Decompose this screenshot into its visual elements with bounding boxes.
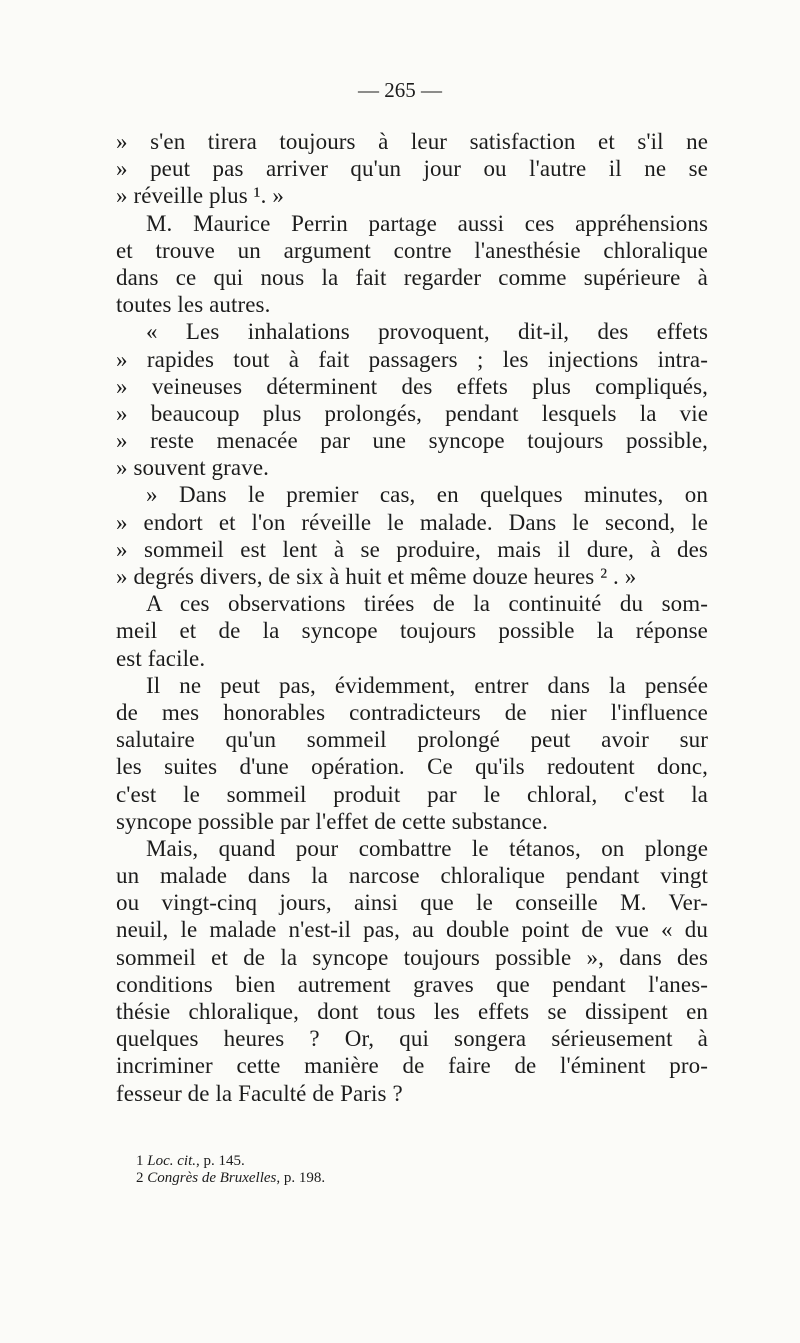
text-line: » peut pas arriver qu'un jour ou l'autre il ne se bbox=[116, 156, 708, 182]
footnote-source: Loc. cit. bbox=[147, 1153, 196, 1169]
text-line: A ces observations tirées de la continuité du som- bbox=[146, 591, 708, 617]
text-line: est facile. bbox=[116, 645, 206, 671]
text-line: et trouve un argument contre l'anesthésie chloralique bbox=[116, 237, 708, 263]
text-line: c'est le sommeil produit par le chloral, c'est la bbox=[116, 781, 708, 807]
text-line: les suites d'une opération. Ce qu'ils redoutent donc, bbox=[116, 754, 708, 780]
text-line: incriminer cette manière de faire de l'éminent pro- bbox=[116, 1053, 708, 1079]
text-line: » souvent grave. bbox=[116, 455, 269, 481]
footnote bbox=[136, 1153, 636, 1170]
text-line: Mais, quand pour combattre le tétanos, on plonge bbox=[146, 835, 708, 861]
text-line: de mes honorables contradicteurs de nier l'influence bbox=[116, 699, 708, 725]
text-line: « Les inhalations provoquent, dit-il, des effets bbox=[146, 319, 708, 345]
text-line: salutaire qu'un sommeil prolongé peut avoir sur bbox=[116, 727, 708, 753]
footnote bbox=[136, 1170, 636, 1187]
text-line: thésie chloralique, dont tous les effets se dissipent en bbox=[116, 999, 708, 1024]
text-line: » reste menacée par une syncope toujours possible, bbox=[116, 428, 708, 454]
text-line: syncope possible par l'effet de cette substance. bbox=[116, 808, 548, 834]
text-line: » s'en tirera toujours à leur satisfaction et s'il ne bbox=[116, 129, 708, 154]
footnote-marker: 1 bbox=[136, 1153, 144, 1169]
text-line: un malade dans la narcose chloralique pendant vingt bbox=[116, 863, 708, 889]
text-line: M. Maurice Perrin partage aussi ces appréhensions bbox=[146, 210, 708, 236]
footnotes bbox=[136, 1153, 636, 1187]
footnote-reference: , p. 145. bbox=[196, 1153, 245, 1169]
text-line: neuil, le malade n'est-il pas, au double point de vue « du bbox=[116, 917, 708, 943]
text-line: dans ce qui nous la fait regarder comme supérieure à bbox=[116, 264, 708, 290]
body-text bbox=[116, 128, 708, 1107]
text-line: toutes les autres. bbox=[116, 292, 271, 318]
text-line: » degrés divers, de six à huit et même douze heures ² . » bbox=[116, 564, 637, 589]
page-number: — 265 — bbox=[358, 78, 442, 102]
text-line: » Dans le premier cas, en quelques minutes, on bbox=[146, 482, 708, 508]
footnote-marker: 2 bbox=[136, 1170, 144, 1186]
text-line: » endort et l'on réveille le malade. Dans le second, le bbox=[116, 509, 708, 535]
text-line: » réveille plus ¹. » bbox=[116, 183, 284, 209]
text-line: quelques heures ? Or, qui songera sérieusement à bbox=[116, 1026, 708, 1052]
text-line: » beaucoup plus prolongés, pendant lesquels la vie bbox=[116, 400, 708, 426]
text-line: ou vingt-cinq jours, ainsi que le conseille M. Ver- bbox=[116, 890, 708, 916]
text-line: meil et de la syncope toujours possible la réponse bbox=[116, 618, 708, 644]
text-line: » veineuses déterminent des effets plus compliqués, bbox=[116, 373, 708, 399]
text-line: sommeil et de la syncope toujours possible », dans des bbox=[116, 944, 708, 970]
text-line: Il ne peut pas, évidemment, entrer dans la pensée bbox=[146, 672, 708, 698]
text-line: » rapides tout à fait passagers ; les injections intra- bbox=[116, 346, 708, 372]
footnote-source: Congrès de Bruxelles bbox=[147, 1170, 277, 1186]
text-line: conditions bien autrement graves que pendant l'anes- bbox=[116, 971, 708, 997]
footnote-reference: , p. 198. bbox=[276, 1170, 326, 1186]
text-line: fesseur de la Faculté de Paris ? bbox=[116, 1080, 403, 1106]
text-line: » sommeil est lent à se produire, mais il dure, à des bbox=[116, 536, 708, 562]
